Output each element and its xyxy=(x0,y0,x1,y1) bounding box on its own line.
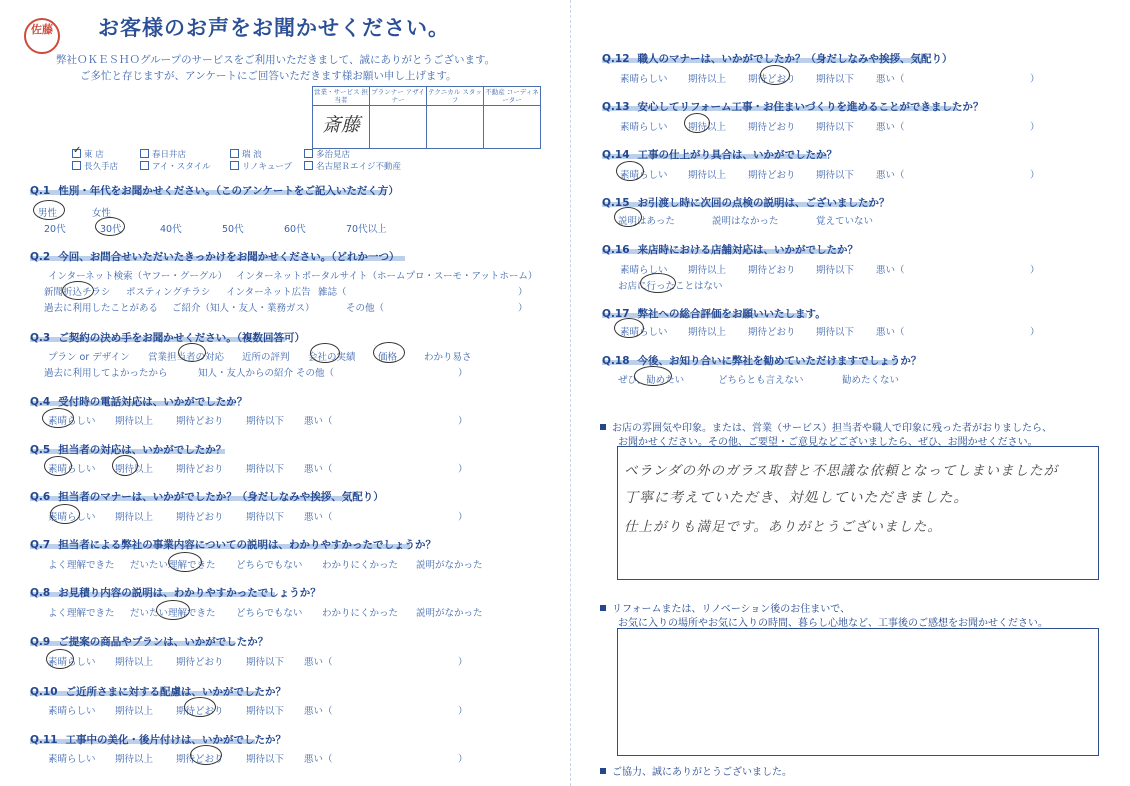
page-title: お客様のお声をお聞かせください。 xyxy=(98,16,450,40)
option[interactable]: 悪い（ xyxy=(304,657,333,668)
option[interactable]: 素晴らしい xyxy=(48,706,96,717)
option[interactable]: 悪い（ xyxy=(304,512,333,523)
answer-circle xyxy=(42,408,74,428)
answer-circle xyxy=(634,366,672,386)
bracket: ） xyxy=(458,464,468,475)
q12-options xyxy=(570,71,1130,87)
option[interactable]: 期待以下 xyxy=(246,706,285,717)
option[interactable]: 期待どおり xyxy=(748,170,796,181)
checkbox-icon xyxy=(230,161,239,170)
option[interactable]: 悪い（ xyxy=(304,416,333,427)
option[interactable]: 素晴らしい xyxy=(48,657,96,668)
q13-options xyxy=(570,119,1130,135)
option[interactable]: 期待以上 xyxy=(688,170,727,181)
option[interactable]: 期待どおり xyxy=(176,512,224,523)
option-age[interactable]: 60代 xyxy=(284,224,306,235)
option[interactable]: 期待以上 xyxy=(688,74,727,85)
option[interactable]: 期待以上 xyxy=(688,122,727,133)
branch-checkbox[interactable] xyxy=(230,160,292,172)
option[interactable]: わかりにくかった xyxy=(322,560,399,571)
option[interactable]: 期待以下 xyxy=(816,170,855,181)
staff-table xyxy=(312,86,541,149)
option[interactable]: その他（ xyxy=(296,368,335,379)
branch-label: リノキューブ xyxy=(242,162,292,172)
option[interactable]: 新聞折込チラシ xyxy=(44,287,111,298)
option[interactable]: 期待どおり xyxy=(748,122,796,133)
option[interactable]: 営業担当者の対応 xyxy=(148,352,225,363)
checkbox-icon xyxy=(140,149,149,158)
bullet-square-icon xyxy=(600,768,606,774)
branch-checkbox[interactable] xyxy=(304,148,350,160)
option[interactable]: 素晴らしい xyxy=(48,754,96,765)
option[interactable]: 悪い（ xyxy=(304,706,333,717)
bracket: ） xyxy=(458,657,468,668)
question-18: Q.18 今後、お知り合いに弊社を勧めていただけますでしょうか？ xyxy=(602,355,922,367)
answer-circle xyxy=(684,113,710,133)
option[interactable]: 期待以上 xyxy=(115,416,154,427)
answer-circle xyxy=(760,65,790,85)
option[interactable]: ご紹介（知人・友人・業務ガス） xyxy=(172,303,315,314)
branch-label: 瑞 浪 xyxy=(242,150,262,160)
bracket: ） xyxy=(1030,122,1040,133)
option-age[interactable]: 30代 xyxy=(100,224,122,235)
option[interactable]: 会社の実績 xyxy=(308,352,356,363)
bracket: ） xyxy=(1030,265,1040,276)
bullet-square-icon xyxy=(600,424,606,430)
option[interactable]: 悪い（ xyxy=(304,464,333,475)
answer-circle xyxy=(178,343,206,362)
question-6: Q.6 担当者のマナーは、いかがでしたか？（身だしなみや挨拶、気配り） xyxy=(30,491,384,503)
staff-header: 営業・サービス 担当者 xyxy=(313,88,369,104)
option[interactable]: 近所の評判 xyxy=(242,352,290,363)
question-5: Q.5 担当者の対応は、いかがでしたか？ xyxy=(30,444,227,456)
comment-prompt-1: お店の雰囲気や印象。または、営業（サービス）担当者や職人で印象に残った者がおりましたら、 xyxy=(600,419,1052,434)
question-8: Q.8 お見積り内容の説明は、わかりやすかったでしょうか？ xyxy=(30,587,321,599)
option[interactable]: プラン or デザイン xyxy=(48,352,130,363)
bracket: ） xyxy=(458,368,468,379)
q3-options xyxy=(0,349,560,379)
option[interactable]: 期待どおり xyxy=(748,327,796,338)
checkbox-checked-icon: ✓ xyxy=(73,145,82,156)
option[interactable]: 過去に利用したことがある xyxy=(44,303,159,314)
bracket: ） xyxy=(458,754,468,765)
branch-checkbox[interactable] xyxy=(304,160,401,172)
question-3: Q.3 ご契約の決め手をお聞かせください。（複数回答可） xyxy=(30,332,305,344)
option[interactable]: 期待以下 xyxy=(246,416,285,427)
column-divider xyxy=(570,0,571,786)
option[interactable]: 悪い（ xyxy=(876,265,905,276)
option[interactable]: 期待以上 xyxy=(115,754,154,765)
option[interactable]: インターネットポータルサイト（ホームプロ・スーモ・アットホーム） xyxy=(236,271,538,282)
option[interactable]: 期待どおり xyxy=(176,464,224,475)
option[interactable]: よく理解できた xyxy=(48,608,115,619)
question-12: Q.12 職人のマナーは、いかがでしたか？（身だしなみや挨拶、気配り） xyxy=(602,53,953,65)
option[interactable]: だいたい理解できた xyxy=(130,608,216,619)
comment-box-1[interactable] xyxy=(617,446,1099,580)
comment-box-2[interactable] xyxy=(617,628,1099,756)
branch-checkbox[interactable] xyxy=(72,145,104,160)
option[interactable]: 悪い（ xyxy=(876,327,905,338)
option[interactable]: 雑誌（ xyxy=(318,287,347,298)
question-16: Q.16 来店時における店舗対応は、いかがでしたか？ xyxy=(602,244,859,256)
branch-checkbox[interactable] xyxy=(140,148,186,160)
option[interactable]: 素晴らしい xyxy=(620,122,668,133)
option[interactable]: お店に行ったことはない xyxy=(618,281,723,292)
option[interactable]: 期待以上 xyxy=(688,327,727,338)
option-age[interactable]: 20代 xyxy=(44,224,66,235)
answer-circle xyxy=(156,600,190,620)
option[interactable]: 期待以下 xyxy=(816,265,855,276)
option[interactable]: 覚えていない xyxy=(816,216,874,227)
checkbox-icon xyxy=(72,161,81,170)
option[interactable]: 素晴らしい xyxy=(48,464,96,475)
q17-options xyxy=(570,324,1130,340)
checkbox-icon xyxy=(140,161,149,170)
intro-line-1: 弊社ＯＫＥＳＨＯグループのサービスをご利用いただきまして、誠にありがとうございます。 xyxy=(56,54,496,66)
bracket: ） xyxy=(1030,170,1040,181)
staff-empty-cell xyxy=(370,106,427,149)
branch-label: 東 店 xyxy=(84,150,104,160)
option[interactable]: 期待以下 xyxy=(246,657,285,668)
branch-label: 名古屋Ｒエイジ不動産 xyxy=(316,162,402,172)
option[interactable]: よく理解できた xyxy=(48,560,115,571)
option[interactable]: どちらとも言えない xyxy=(718,375,804,386)
handwritten-line: 丁寧に考えていただき、対処していただきました。 xyxy=(624,490,969,506)
question-4: Q.4 受付時の電話対応は、いかがでしたか？ xyxy=(30,396,248,408)
answer-circle xyxy=(44,456,72,476)
option[interactable]: 悪い（ xyxy=(876,74,905,85)
handwritten-line: ベランダの外のガラス取替と不思議な依頼となってしまいましたが xyxy=(624,463,1059,479)
q4-options xyxy=(0,413,560,429)
answer-circle xyxy=(190,745,222,765)
option[interactable]: その他（ xyxy=(346,303,385,314)
answer-circle xyxy=(62,281,94,300)
option[interactable]: わかりにくかった xyxy=(322,608,399,619)
bracket: ） xyxy=(458,512,468,523)
option[interactable]: 期待以上 xyxy=(115,464,154,475)
q7-options xyxy=(0,557,560,573)
staff-empty-cell xyxy=(484,106,541,149)
bracket: ） xyxy=(1030,327,1040,338)
answer-circle xyxy=(614,207,642,227)
question-1: Q.1 性別・年代をお聞かせください。（このアンケートをご記入いただく方） xyxy=(30,185,399,197)
option-age[interactable]: 40代 xyxy=(160,224,182,235)
footer-thanks: ご協力、誠にありがとうございました。 xyxy=(600,763,792,778)
q5-options xyxy=(0,461,560,477)
handwritten-line: 仕上がりも満足です。ありがとうございました。 xyxy=(624,519,942,535)
branch-label: アイ・スタイル xyxy=(152,162,211,172)
answer-circle xyxy=(310,343,340,363)
question-14: Q.14 工事の仕上がり具合は、いかがでしたか？ xyxy=(602,149,838,161)
option[interactable]: どちらでもない xyxy=(236,560,303,571)
branch-label: 長久手店 xyxy=(84,162,119,172)
option[interactable]: 期待以下 xyxy=(246,512,285,523)
staff-header: テクニカル スタッフ xyxy=(428,88,482,104)
option[interactable]: 素晴らしい xyxy=(48,512,96,523)
staff-signature-cell xyxy=(313,106,370,149)
q10-options xyxy=(0,703,560,719)
option[interactable]: 期待どおり xyxy=(176,706,224,717)
comment-prompt-2: リフォームまたは、リノベーション後のお住まいで、 xyxy=(600,600,850,615)
option[interactable]: インターネット広告 xyxy=(226,287,311,298)
option[interactable]: 素晴らしい xyxy=(620,265,668,276)
option[interactable]: 説明がなかった xyxy=(416,560,483,571)
option[interactable]: 期待どおり xyxy=(176,416,224,427)
branch-checkbox[interactable] xyxy=(230,148,262,160)
option[interactable]: 価格 xyxy=(378,352,398,363)
answer-circle xyxy=(46,649,74,669)
q1-options xyxy=(0,205,560,235)
q8-options xyxy=(0,605,560,621)
option[interactable]: 説明がなかった xyxy=(416,608,483,619)
option-female[interactable]: 女性 xyxy=(92,208,112,219)
answer-circle xyxy=(614,318,644,338)
staff-header: 不動産 コーディネーター xyxy=(485,88,539,104)
answer-circle xyxy=(373,342,405,363)
answer-circle xyxy=(168,552,202,572)
answer-circle xyxy=(184,697,216,717)
option[interactable]: 期待以下 xyxy=(816,74,855,85)
option[interactable]: 期待どおり xyxy=(748,265,796,276)
branch-label: 多治見店 xyxy=(316,150,351,160)
staff-header: プランナー アザイナー xyxy=(371,88,425,104)
question-17: Q.17 弊社への総合評価をお願いいたします。 xyxy=(602,308,826,320)
branch-checkbox[interactable] xyxy=(72,160,118,172)
intro-line-2: ご多忙と存じますが、アンケートにご回答いただきます様お願い申し上げます。 xyxy=(80,70,457,82)
comment-prompt-2-line2: お気に入りの場所やお気に入りの時間、暮らし心地など、工事後のご感想をお聞かせください。 xyxy=(618,618,1048,629)
option-age[interactable]: 70代以上 xyxy=(346,224,387,235)
option[interactable]: 素晴らしい xyxy=(620,327,668,338)
option[interactable]: だいたい理解できた xyxy=(130,560,216,571)
q6-options xyxy=(0,509,560,525)
comment-prompt-1-line2: お聞かせください。その他、ご要望・ご意見などございましたら、ぜひ、お聞かせください。 xyxy=(618,437,1038,448)
question-9: Q.9 ご提案の商品やプランは、いかがでしたか？ xyxy=(30,636,269,648)
q15-options xyxy=(570,213,1130,229)
option[interactable]: 期待以下 xyxy=(816,122,855,133)
option[interactable]: ポスティングチラシ xyxy=(126,287,211,298)
bullet-square-icon xyxy=(600,605,606,611)
branch-checkbox[interactable] xyxy=(140,160,211,172)
question-2: Q.2 今回、お問合せいただいたきっかけをお聞かせください。（どれか一つ） xyxy=(30,251,400,263)
option[interactable]: 過去に利用してよかったから xyxy=(44,368,168,379)
option[interactable]: 期待以上 xyxy=(115,512,154,523)
option[interactable]: 期待以下 xyxy=(816,327,855,338)
option[interactable]: 説明はなかった xyxy=(712,216,779,227)
question-10: Q.10 ご近所さまに対する配慮は、いかがでしたか？ xyxy=(30,686,287,698)
checkbox-icon xyxy=(230,149,239,158)
option-age[interactable]: 50代 xyxy=(222,224,244,235)
bracket: ） xyxy=(518,287,528,298)
bracket: ） xyxy=(458,706,468,717)
option[interactable]: 知人・友人からの紹介 xyxy=(198,368,294,379)
staff-signature: 斎藤 xyxy=(321,114,360,136)
option[interactable]: 素晴らしい xyxy=(620,74,668,85)
q11-options xyxy=(0,751,560,767)
branch-label: 春日井店 xyxy=(152,150,187,160)
checkbox-icon xyxy=(304,161,313,170)
option[interactable]: 期待以上 xyxy=(115,706,154,717)
question-11: Q.11 工事中の美化・後片付けは、いかがでしたか？ xyxy=(30,734,287,746)
question-13: Q.13 安心してリフォーム工事・お住まいづくりを進めることができましたか？ xyxy=(602,101,984,113)
bracket: ） xyxy=(1030,74,1040,85)
option[interactable]: 期待以下 xyxy=(246,464,285,475)
option[interactable]: 説明はあった xyxy=(618,216,675,227)
option[interactable]: 期待どおり xyxy=(176,754,224,765)
option[interactable]: どちらでもない xyxy=(236,608,303,619)
staff-empty-cell xyxy=(427,106,484,149)
question-15: Q.15 お引渡し時に次回の点検の説明は、ございましたか？ xyxy=(602,197,890,209)
checkbox-icon xyxy=(304,149,313,158)
answer-circle xyxy=(33,200,65,220)
bracket: ） xyxy=(458,416,468,427)
answer-circle xyxy=(112,455,138,476)
question-7: Q.7 担当者による弊社の事業内容についての説明は、わかりやすかったでしょうか？ xyxy=(30,539,437,551)
answer-circle xyxy=(616,161,644,181)
answer-circle xyxy=(50,504,80,524)
q14-options xyxy=(570,167,1130,183)
option[interactable]: 期待どおり xyxy=(176,657,224,668)
option[interactable]: 期待どおり xyxy=(748,74,796,85)
option[interactable]: 期待以上 xyxy=(688,265,727,276)
bracket: ） xyxy=(518,303,528,314)
answer-circle xyxy=(640,273,676,293)
option[interactable]: わかり易さ xyxy=(424,352,472,363)
option[interactable]: ぜひ、勧めたい xyxy=(618,375,685,386)
answer-circle xyxy=(95,217,125,236)
option[interactable]: 悪い（ xyxy=(876,122,905,133)
option[interactable]: 悪い（ xyxy=(304,754,333,765)
option[interactable]: 期待以上 xyxy=(115,657,154,668)
q9-options xyxy=(0,654,560,670)
option[interactable]: 期待以下 xyxy=(246,754,285,765)
option[interactable]: 悪い（ xyxy=(876,170,905,181)
option[interactable]: 勧めたくない xyxy=(842,375,900,386)
option-male[interactable]: 男性 xyxy=(38,208,58,219)
option[interactable]: インターネット検索（ヤフー・グーグル） xyxy=(48,271,228,282)
option[interactable]: 素晴らしい xyxy=(48,416,96,427)
seal-stamp: 佐藤 xyxy=(24,18,60,54)
option[interactable]: 素晴らしい xyxy=(620,170,668,181)
